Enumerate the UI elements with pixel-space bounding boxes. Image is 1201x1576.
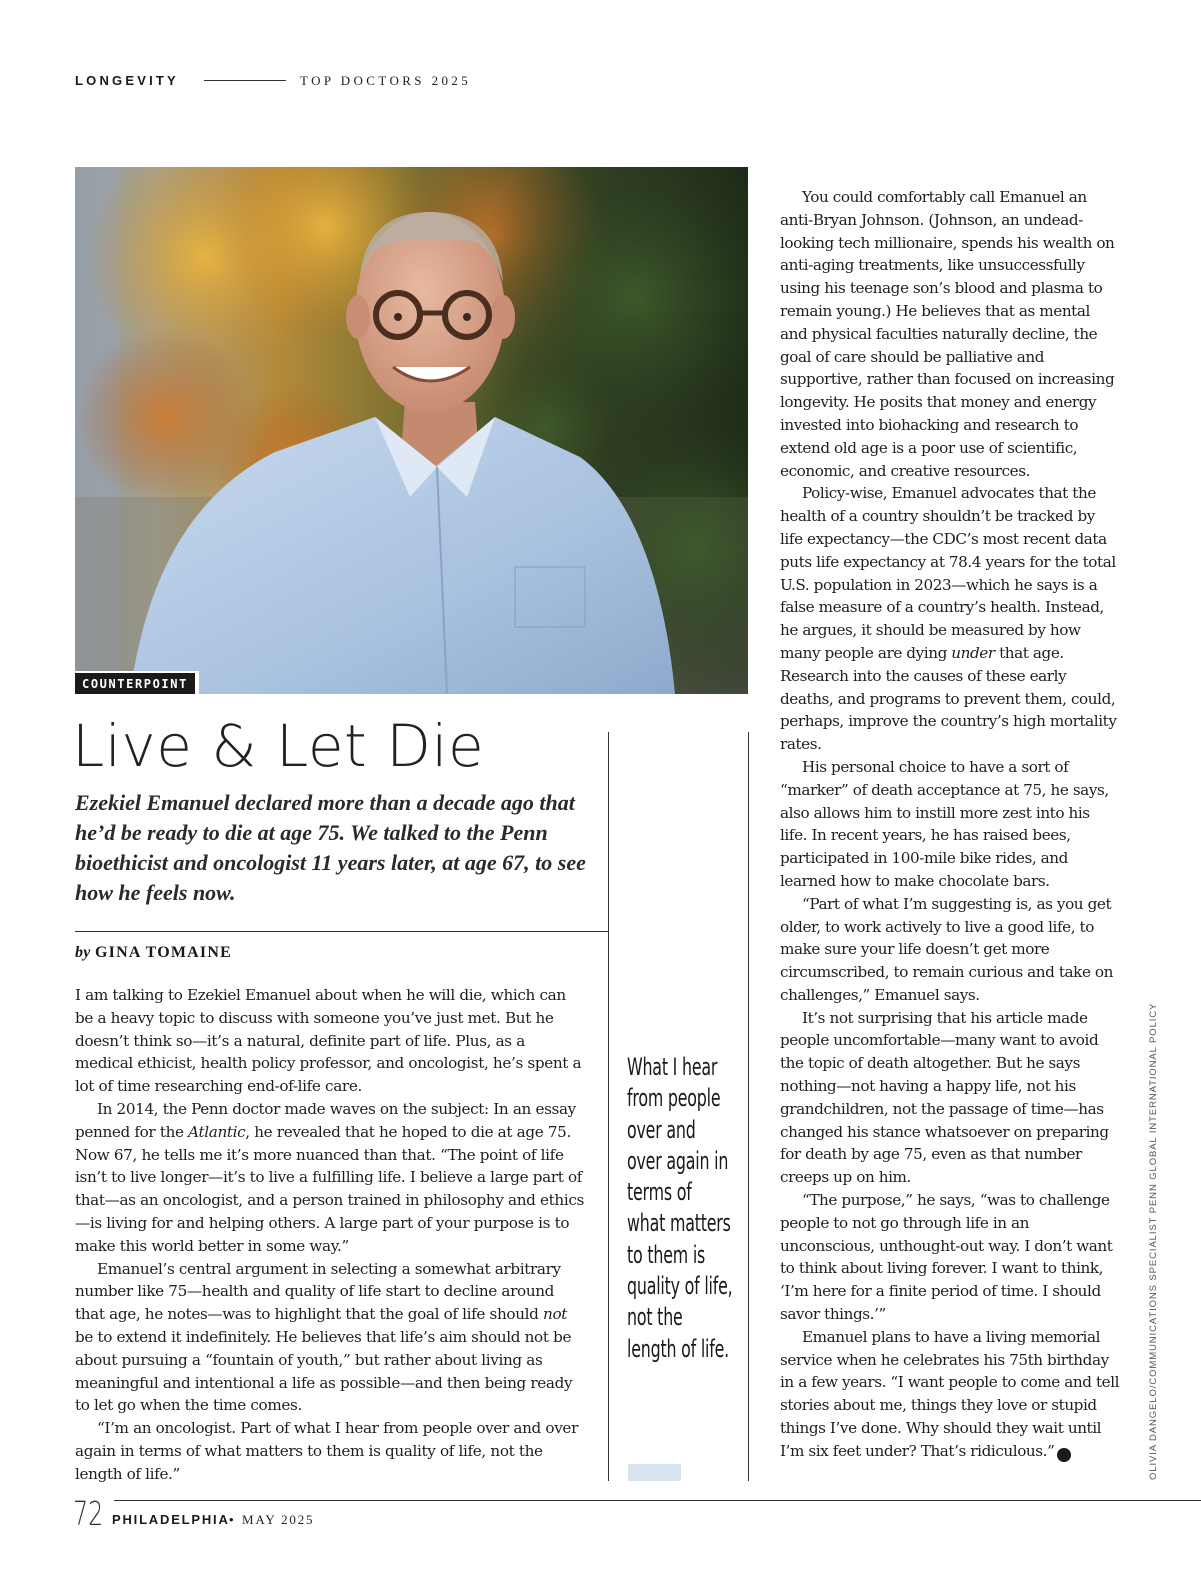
- page-number: 72: [73, 1494, 104, 1533]
- footer-rule: [114, 1500, 1201, 1501]
- counterpoint-text: COUNTERPOINT: [75, 673, 195, 694]
- pull-quote-accent: [628, 1464, 681, 1481]
- paragraph: I am talking to Ezekiel Emanuel about when he will die, which can be a heavy topic to discuss with someone you’ve just met. But he doesn’t think so—it’s a natural, definite part of life. Plus, as a medical ethicist, health policy professor, and oncologist, he’s spent a lot of time researching end-of-life care.: [75, 986, 582, 1096]
- paragraph: His personal choice to have a sort of “marker” of death acceptance at 75, he says, also allows him to instill more zest into his life. In recent years, he has raised bees, participated in 100-mile bike rides, and learned how to make chocolate bars.: [780, 757, 1109, 890]
- paragraph: Emanuel plans to have a living memorial service when he celebrates his 75th birthday in a few years. “I want people to come and tell stories about me, things they love or stupid things I’ve done. Why should they wait until I’m six feet under? That’s ridiculous.” P: [780, 1327, 1120, 1460]
- photo-credit: OLIVIA DANGELO/COMMUNICATIONS SPECIALIST PENN GLOBAL INTERNATIONAL POLICY: [1148, 1002, 1159, 1480]
- publication-name: PHILADELPHIA: [112, 1512, 230, 1527]
- body-column-left: [75, 984, 585, 1486]
- byline-author: GINA TOMAINE: [95, 944, 232, 961]
- pull-quote: What I hear from people over and over again in terms of what matters to them is quality of life, not the length of life.: [627, 1053, 733, 1363]
- paragraph: It’s not surprising that his article made people uncomfortable—many want to avoid the topic of death altogether. But he says nothing—not having a happy life, not his grandchildren, not the passage of time—has changed his stance whatsoever on preparing for death by age 75, even as that number creeps up on him.: [780, 1008, 1109, 1187]
- paragraph: You could comfortably call Emanuel an anti-Bryan Johnson. (Johnson, an undead-looking tech millionaire, spends his wealth on anti-aging treatments, like unsuccessfully using his teenage son’s blood and plasma to remain young.) He believes that as mental and physical faculties naturally decline, the goal of care should be palliative and supportive, rather than focused on increasing longevity. He posits that money and energy invested into biohacking and research to extend old age is a poor use of scientific, economic, and creative resources.: [780, 188, 1115, 480]
- issue-date: MAY 2025: [242, 1512, 315, 1527]
- paragraph: “Part of what I’m suggesting is, as you get older, to work actively to live a good life, to make sure your life doesn’t get more circumscribed, to remain curious and take on challenges,” Emanuel says.: [780, 894, 1114, 1004]
- paragraph: “The purpose,” he says, “was to challenge people to not go through life in an unconscious, unthought-out way. I don’t want to think about living forever. I want to think, ‘I’m here for a finite period of time. I should savor things.’”: [780, 1191, 1113, 1324]
- body-column-right: [780, 186, 1120, 1463]
- dek-rule: [75, 931, 608, 932]
- byline-prefix: by: [75, 944, 91, 961]
- footer-separator: •: [229, 1512, 234, 1527]
- section-label: LONGEVITY: [75, 73, 179, 88]
- issue-label: TOP DOCTORS 2025: [300, 73, 472, 88]
- header-rule: [204, 80, 286, 81]
- paragraph: Emanuel’s central argument in selecting a somewhat arbitrary number like 75—health and quality of life start to decline around that age, he notes—was to highlight that the goal of life should not be to extend it indefinitely. He believes that life’s aim should not be about pursuing a “fountain of youth,” but rather about living as meaningful and intentional a life as possible—and then being ready to let go when the time comes.: [75, 1259, 573, 1415]
- portrait-illustration: [75, 167, 748, 694]
- paragraph: “I’m an oncologist. Part of what I hear from people over and over again in terms of what matters to them is quality of life, not the length of life.”: [75, 1419, 578, 1483]
- counterpoint-label: [75, 671, 199, 694]
- portrait-photo: [75, 167, 748, 694]
- paragraph: Policy-wise, Emanuel advocates that the health of a country shouldn’t be tracked by life expectancy—the CDC’s most recent data puts life expectancy at 78.4 years for the total U.S. population in 2023—which he says is a false measure of a country’s health. Instead, he argues, it should be measured by how many people are dying under that age. Research into the causes of these early deaths, and programs to prevent them, could, perhaps, improve the country’s high mortality rates.: [780, 484, 1117, 754]
- pullquote-rule-right: [748, 732, 749, 1481]
- pullquote-rule-left: [608, 732, 609, 1481]
- article-dek: Ezekiel Emanuel declared more than a decade ago that he’d be ready to die at age 75. We talked to the Penn bioethicist and oncologist 11 years later, at age 67, to see how he feels now.: [75, 790, 586, 905]
- article-title: Live & Let Die: [72, 712, 485, 780]
- byline: [75, 944, 232, 962]
- end-mark-icon: P: [1057, 1448, 1071, 1462]
- paragraph: In 2014, the Penn doctor made waves on the subject: In an essay penned for the Atlantic, he revealed that he hoped to die at age 75. Now 67, he tells me it’s more nuanced than that. “The point of life isn’t to live longer—it’s to live a fulfilling life. I believe a large part of that—as an oncologist, and a person trained in philosophy and ethics—is living for and helping others. A large part of your purpose is to make this world better in some way.”: [75, 1099, 584, 1255]
